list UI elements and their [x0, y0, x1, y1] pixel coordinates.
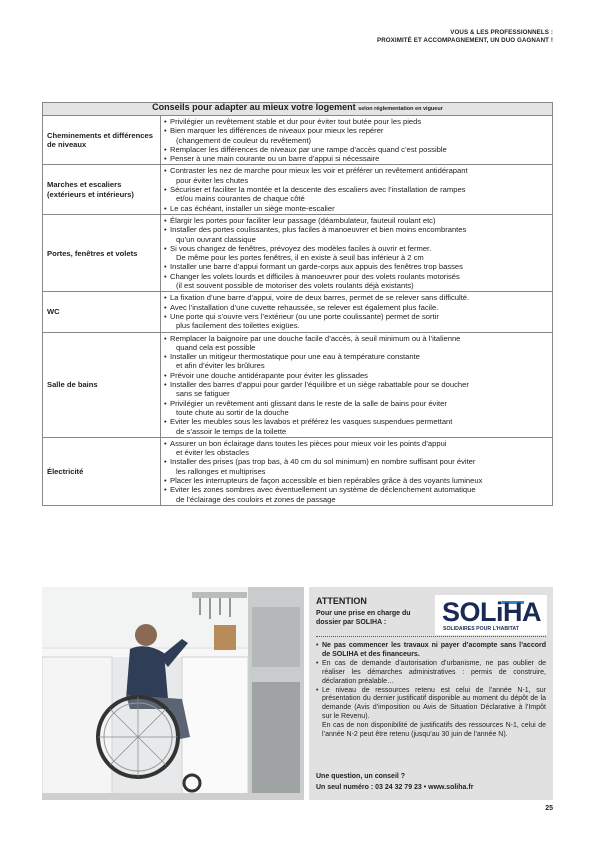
- advice-item: et/ou mains courantes de chaque côté: [176, 194, 305, 204]
- attention-note-text: En cas de non disponibilité de justificatifs des ressources N-1, celui de l’année N-2 peut être retenu (jusqu’au 30 juin de l’année N).: [322, 722, 546, 739]
- row-advice-list: [161, 214, 553, 291]
- attention-note: [316, 642, 546, 660]
- advice-item: qu’un ouvrant classique: [176, 234, 256, 244]
- advice-item: sans se fatiguer: [176, 389, 230, 399]
- attention-note: [316, 722, 546, 740]
- advice-item: • Bien marquer les différences de niveaux pour mieux les repérer: [164, 126, 549, 135]
- attention-title: ATTENTION: [316, 596, 367, 606]
- advice-item: • Privilégier un revêtement anti glissant dans le reste de la salle de bains pour éviter: [164, 399, 549, 408]
- logo-wordmark: SOLiHA: [442, 597, 542, 627]
- table-row: [43, 437, 553, 505]
- divider: [316, 636, 546, 637]
- row-category: Salle de bains: [43, 332, 161, 437]
- advice-item: • Contraster les nez de marche pour mieux les voir et préférer un revêtement antidérapant: [164, 166, 549, 175]
- advice-item: pour éviter les chutes: [176, 175, 249, 185]
- photo-illustration: [42, 587, 304, 800]
- table-row: [43, 332, 553, 437]
- advice-item: (changement de couleur du revêtement): [176, 135, 312, 145]
- advice-item: • Une porte qui s’ouvre vers l’extérieur (ou une porte coulissante) permet de sortir: [164, 312, 549, 321]
- advice-item: de s’assoir le temps de la toilette: [176, 426, 287, 436]
- row-advice-list: [161, 437, 553, 505]
- advice-item: De même pour les portes fenêtres, il en existe à seuil bas inférieur à 2 cm: [176, 253, 424, 263]
- advice-item: et éviter les obstacles: [176, 448, 250, 458]
- header-line-1: VOUS & LES PROFESSIONNELS :: [450, 29, 553, 36]
- row-category: Électricité: [43, 437, 161, 505]
- advice-item: • Installer des barres d’appui pour garder l’équilibre et un siège rabattable pour se doucher: [164, 380, 549, 389]
- row-advice-list: [161, 332, 553, 437]
- advice-item: • Assurer un bon éclairage dans toutes les pièces pour mieux voir les points d’appui: [164, 439, 549, 448]
- advice-item: • Changer les volets lourds et difficiles à manoeuvrer pour des volets roulants motorisés: [164, 272, 549, 281]
- contact-text[interactable]: Un seul numéro : 03 24 32 79 23 • www.soliha.fr: [316, 784, 474, 791]
- attention-note-text: En cas de demande d’autorisation d’urbanisme, ne pas oublier de réaliser les démarches administratives : permis de construire, déclaration préalable…: [322, 659, 546, 685]
- running-header: [377, 29, 553, 45]
- advice-item: • Penser à une main courante ou un barre d’appui si nécessaire: [164, 154, 549, 163]
- attention-subtitle: Pour une prise en charge du dossier par SOLIHA :: [316, 610, 411, 626]
- soliha-logo: [435, 595, 547, 635]
- advice-item: • Placer les interrupteurs de façon accessible et bien repérables grâce à des voyants lumineux: [164, 476, 549, 485]
- page-number: 25: [545, 805, 553, 812]
- table-title-note: selon réglementation en vigueur: [358, 106, 443, 113]
- advice-item: • Installer des portes coulissantes, plus faciles à manoeuvrer et bien moins encombrantes: [164, 225, 549, 234]
- advice-item: • Le cas échéant, installer un siège monte-escalier: [164, 204, 549, 213]
- row-advice-list: [161, 292, 553, 332]
- table-row: [43, 292, 553, 332]
- row-category: Cheminements et différences de niveaux: [43, 116, 161, 165]
- advice-item: • Remplacer la baignoire par une douche facile d’accès, à seuil minimum ou à l’italienne: [164, 334, 549, 343]
- question-text: Une question, un conseil ?: [316, 773, 406, 780]
- advice-item: • Eviter les zones sombres avec éventuellement un système de déclenchement automatique: [164, 485, 549, 494]
- row-category: Portes, fenêtres et volets: [43, 214, 161, 291]
- advice-item: • Installer une barre d’appui formant un garde-corps aux appuis des fenêtres trop basses: [164, 262, 549, 271]
- advice-item: • Prévoir une douche antidérapante pour éviter les glissades: [164, 371, 549, 380]
- advice-item: • Privilégier un revêtement stable et dur pour éviter tout butée pour les pieds: [164, 117, 549, 126]
- advice-item: et afin d’éviter les brûlures: [176, 361, 265, 371]
- row-advice-list: [161, 116, 553, 165]
- attention-notes: [316, 642, 546, 740]
- row-advice-list: [161, 165, 553, 214]
- header-line-2: PROXIMITÉ ET ACCOMPAGNEMENT, UN DUO GAGNANT !: [376, 37, 553, 44]
- advice-item: • Avec l’installation d’une cuvette rehaussée, se relever est également plus facile.: [164, 303, 549, 312]
- advice-item: • Sécuriser et faciliter la montée et la descente des escaliers avec l’installation de rampes: [164, 185, 549, 194]
- row-category: Marches et escaliers (extérieurs et intérieurs): [43, 165, 161, 214]
- advice-item: (il est souvent possible de motoriser des volets roulants déjà existants): [176, 281, 414, 291]
- attention-note-text: Le niveau de ressources retenu est celui de l’année N-1, sur présentation du dernier justificatif disponible au moment du dépôt de la demande (Avis d’imposition ou Avis de Situation Déclarative à l’Impôt sur le Revenu).: [322, 686, 546, 721]
- table-row: [43, 214, 553, 291]
- table-row: [43, 116, 553, 165]
- attention-note: [316, 687, 546, 723]
- table-row: [43, 165, 553, 214]
- contact-block: [316, 771, 473, 793]
- logo-tagline: SOLIDAIRES POUR L’HABITAT: [443, 626, 519, 632]
- advice-item: • Élargir les portes pour faciliter leur passage (déambulateur, fauteuil roulant etc): [164, 216, 549, 225]
- attention-note-text: Ne pas commencer les travaux ni payer d’acompte sans l’accord de SOLIHA et des financeurs.: [322, 642, 546, 658]
- attention-note: [316, 660, 546, 687]
- advice-item: • Installer un mitigeur thermostatique pour une eau à température constante: [164, 352, 549, 361]
- advice-table: [42, 102, 553, 506]
- attention-box: [309, 587, 553, 800]
- advice-item: de l’éclairage des couloirs et zones de passage: [176, 494, 336, 504]
- advice-item: • Eviter les meubles sous les lavabos et préférez les vasques suspendues permettant: [164, 417, 549, 426]
- advice-item: • Si vous changez de fenêtres, prévoyez des modèles faciles à ouvrir et fermer.: [164, 244, 549, 253]
- advice-item: • Installer des prises (pas trop bas, à 40 cm du sol minimum) en nombre suffisant pour éviter: [164, 457, 549, 466]
- advice-item: toute chute au sortir de la douche: [176, 407, 289, 417]
- advice-item: • La fixation d’une barre d’appui, voire de deux barres, permet de se relever sans difficulté.: [164, 293, 549, 302]
- advice-item: quand cela est possible: [176, 342, 256, 352]
- wheelchair-user-photo: [42, 587, 304, 800]
- table-title: [43, 103, 553, 116]
- row-category: WC: [43, 292, 161, 332]
- advice-item: plus facilement des toilettes exigües.: [176, 321, 300, 331]
- table-title-text: Conseils pour adapter au mieux votre logement: [152, 102, 356, 113]
- advice-item: les rallonges et multiprises: [176, 466, 266, 476]
- advice-item: • Remplacer les différences de niveaux par une rampe d’accès quand c’est possible: [164, 145, 549, 154]
